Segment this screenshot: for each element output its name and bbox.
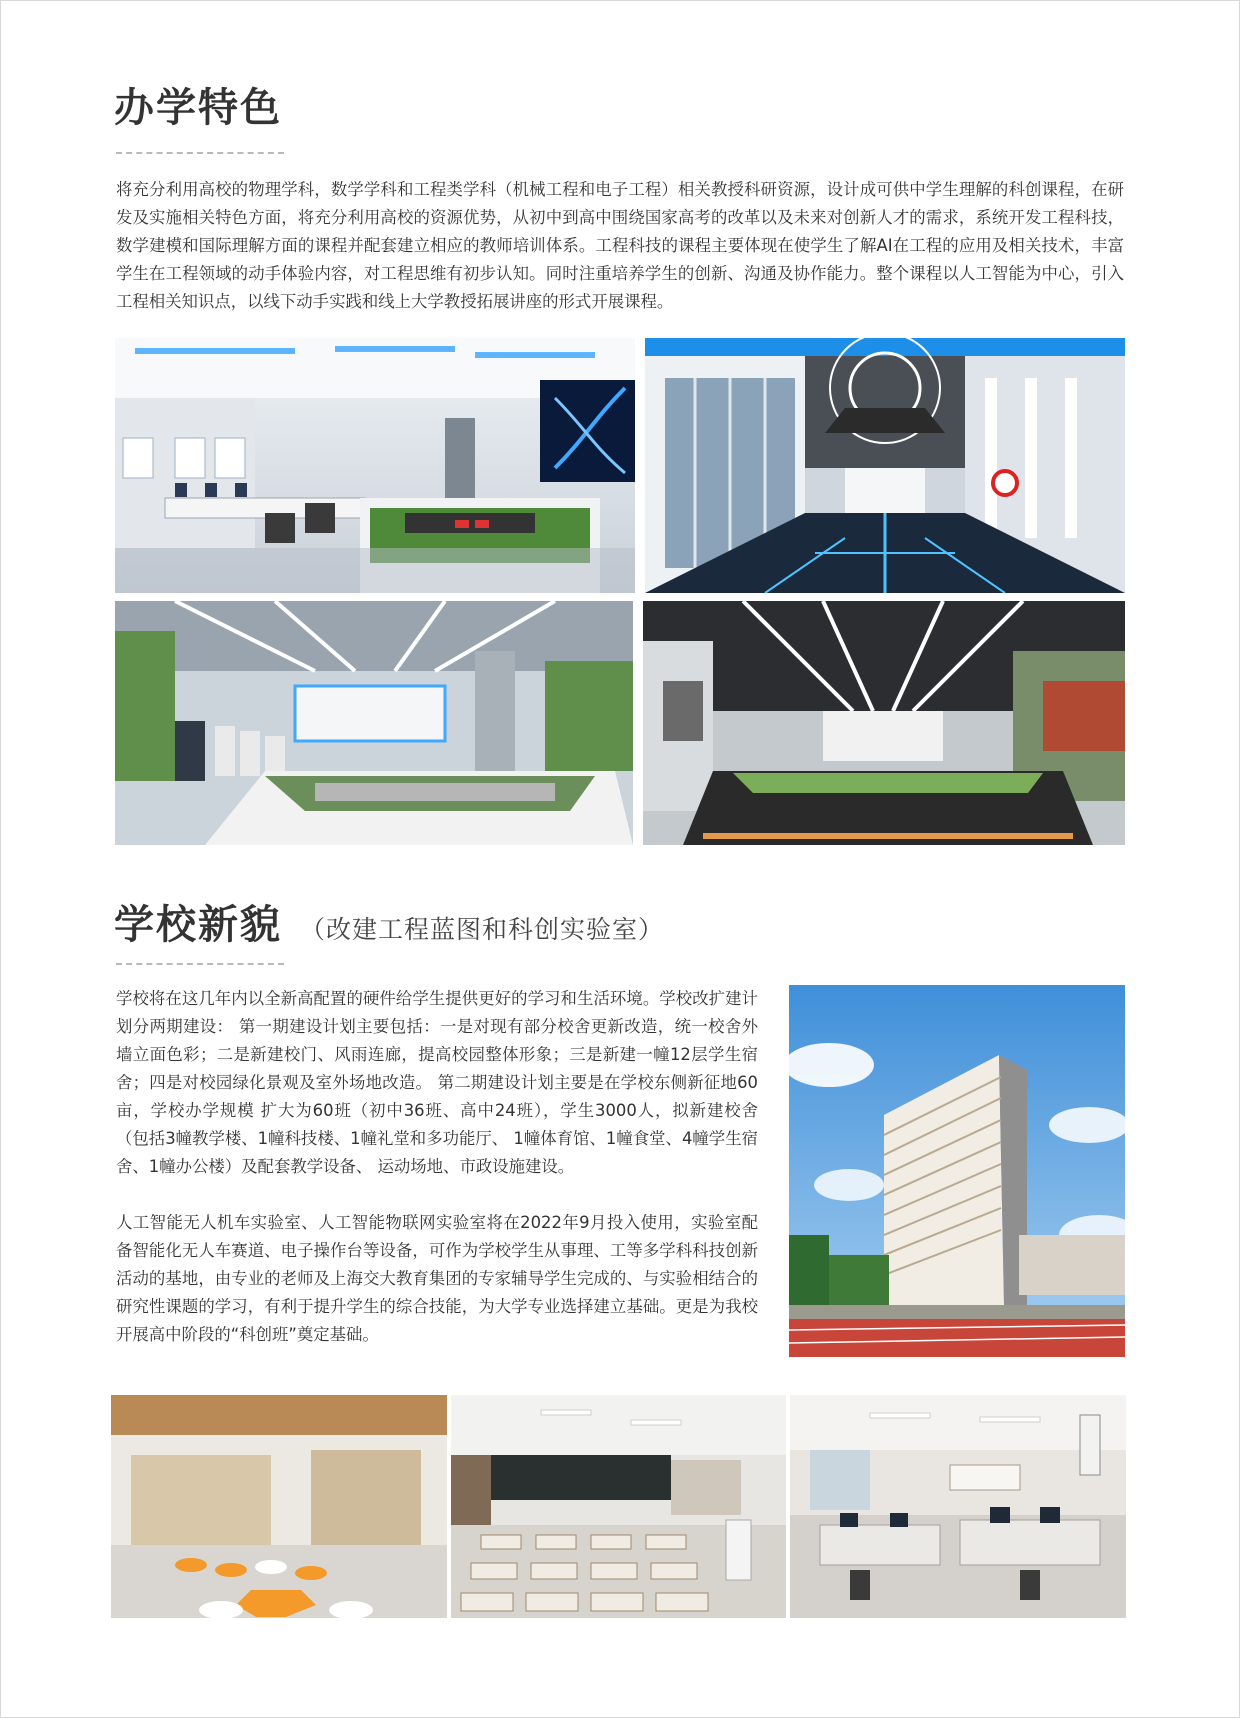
section-divider	[116, 152, 284, 154]
lab-photo-light-strips	[643, 601, 1125, 845]
dormitory-building-rendering	[789, 985, 1125, 1357]
new-look-paragraph-2: 人工智能无人机车实验室、人工智能物联网实验室将在2022年9月投入使用，实验室配备智能化无人车赛道、电子操作台等设备，可作为学校学生从事理、工等多学科科技创新活动的基地，由专业的老师及上海交大教育集团的专家辅导学生完成的、与实验相结合的研究性课题的学习，有利于提升学生的综合技能，为大学专业选择建立基础。更是为我校开展高中阶段的“科创班”奠定基础。	[116, 1213, 758, 1344]
section-title-features: 办学特色	[114, 85, 282, 131]
section-title-new-look	[114, 893, 664, 950]
computer-lab-photo	[790, 1395, 1126, 1618]
lab-photo-robot-track	[115, 601, 633, 845]
features-paragraph: 将充分利用高校的物理学科，数学学科和工程类学科（机械工程和电子工程）相关教授科研资源，设计成可供中学生理解的科创课程，在研发及实施相关特色方面，将充分利用高校的资源优势，从初中到高中围绕国家高考的改革以及未来对创新人才的需求，系统开发工程科技，数学建模和国际理解方面的课程并配套建立相应的教师培训体系。工程科技的课程主要体现在使学生了解AI在工程的应用及相关技术，丰富学生在工程领域的动手体验内容，对工程思维有初步认知。同时注重培养学生的创新、沟通及协作能力。整个课程以人工智能为中心，引入工程相关知识点，以线下动手实践和线上大学教授拓展讲座的形式开展课程。	[116, 180, 1124, 311]
section-subtitle: （改建工程蓝图和科创实验室）	[300, 915, 665, 944]
section-divider	[116, 963, 284, 965]
section-title-text: 学校新貌	[114, 902, 282, 948]
activity-room-photo	[111, 1395, 447, 1618]
new-look-paragraph-1: 学校将在这几年内以全新高配置的硬件给学生提供更好的学习和生活环境。学校改扩建计划分两期建设： 第一期建设计划主要包括：一是对现有部分校舍更新改造，统一校舍外墙立面色彩；二是新建校门、风雨连廊，提高校园整体形象；三是新建一幢12层学生宿舍；四是对校园绿化景观及室外场地改造。 第二期建设计划主要是在学校东侧新征地60亩，学校办学规模 扩大为60班（初中36班、高中24班），学生3000人，拟新建校舍（包括3幢教学楼、1幢科技楼、1幢礼堂和多功能厅、 1幢体育馆、1幢食堂、4幢学生宿舍、1幢办公楼）及配套教学设备、 运动场地、市政设施建设。	[116, 989, 758, 1176]
classroom-photo	[451, 1395, 786, 1618]
lab-photo-hexagon-ceiling	[645, 338, 1125, 593]
lab-photo-dna-screen	[115, 338, 635, 593]
